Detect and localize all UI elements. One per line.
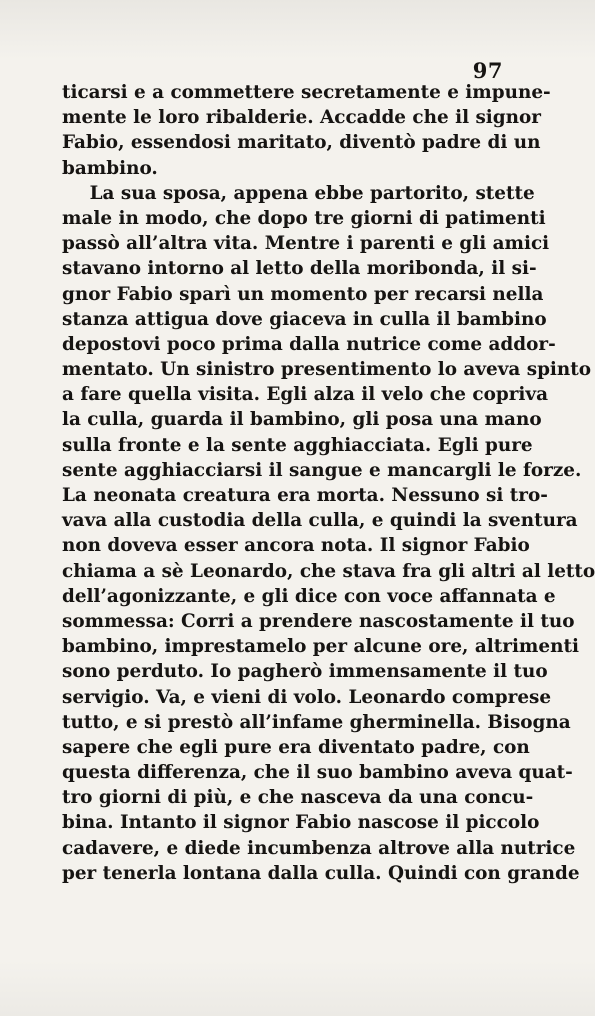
text-line: servigio. Va, e vieni di volo. Leonardo comprese	[62, 686, 552, 708]
text-line: sulla fronte e la sente agghiacciata. Egli pure	[62, 434, 533, 456]
text-line: male in modo, che dopo tre giorni di patimenti	[62, 207, 546, 229]
page-number: 97	[472, 58, 503, 83]
text-line: sente agghiacciarsi il sangue e mancargli le forze.	[62, 459, 582, 481]
text-line: La neonata creatura era morta. Nessuno si tro-	[62, 485, 548, 506]
text-line: bambino.	[62, 157, 158, 179]
text-line: vava alla custodia della culla, e quindi la sventura	[62, 510, 578, 532]
text-line: sono perduto. Io pagherò immensamente il tuo	[62, 661, 548, 683]
text-line: questa differenza, che il suo bambino aveva quat-	[62, 762, 573, 784]
text-line: bina. Intanto il signor Fabio nascose il piccolo	[62, 812, 540, 834]
text-line: chiama a sè Leonardo, che stava fra gli altri al letto	[62, 560, 595, 582]
text-line: mente le loro ribalderie. Accadde che il signor	[62, 107, 541, 129]
text-line: cadavere, e diede incumbenza altrove alla nutrice	[62, 837, 576, 859]
paragraph	[62, 181, 595, 886]
text-line: non doveva esser ancora nota. Il signor Fabio	[62, 535, 530, 557]
text-line: stanza attigua dove giaceva in culla il bambino	[62, 308, 547, 330]
text-line: passò all’altra vita. Mentre i parenti e gli amici	[62, 233, 550, 255]
text-line: tutto, e si prestò all’infame gherminella. Bisogna	[62, 711, 571, 733]
text-line: stavano intorno al letto della moribonda, il si-	[62, 258, 537, 280]
text-line: la culla, guarda il bambino, gli posa una mano	[62, 409, 542, 431]
text-line: depostovi poco prima dalla nutrice come addor-	[62, 333, 556, 355]
text-line: a fare quella visita. Egli alza il velo che copriva	[62, 384, 548, 406]
text-line: La sua sposa, appena ebbe partorito, stette	[89, 182, 535, 204]
text-line: Fabio, essendosi maritato, diventò padre di un	[62, 132, 541, 154]
text-line: mentato. Un sinistro presentimento lo aveva spinto	[62, 359, 592, 381]
text-line: sapere che egli pure era diventato padre, con	[62, 736, 530, 758]
text-line: ticarsi e a commettere secretamente e impune-	[62, 82, 551, 103]
paragraph	[62, 80, 551, 181]
text-line: per tenerla lontana dalla culla. Quindi con grande	[62, 862, 580, 884]
text-line: bambino, imprestamelo per alcune ore, altrimenti	[62, 636, 579, 658]
text-line: gnor Fabio sparì un momento per recarsi nella	[62, 283, 544, 305]
body-text	[62, 80, 595, 886]
text-line: dell’agonizzante, e gli dice con voce affannata e	[62, 585, 556, 607]
text-line: tro giorni di più, e che nasceva da una concu-	[62, 787, 534, 809]
text-line: sommessa: Corri a prendere nascostamente il tuo	[62, 610, 575, 632]
